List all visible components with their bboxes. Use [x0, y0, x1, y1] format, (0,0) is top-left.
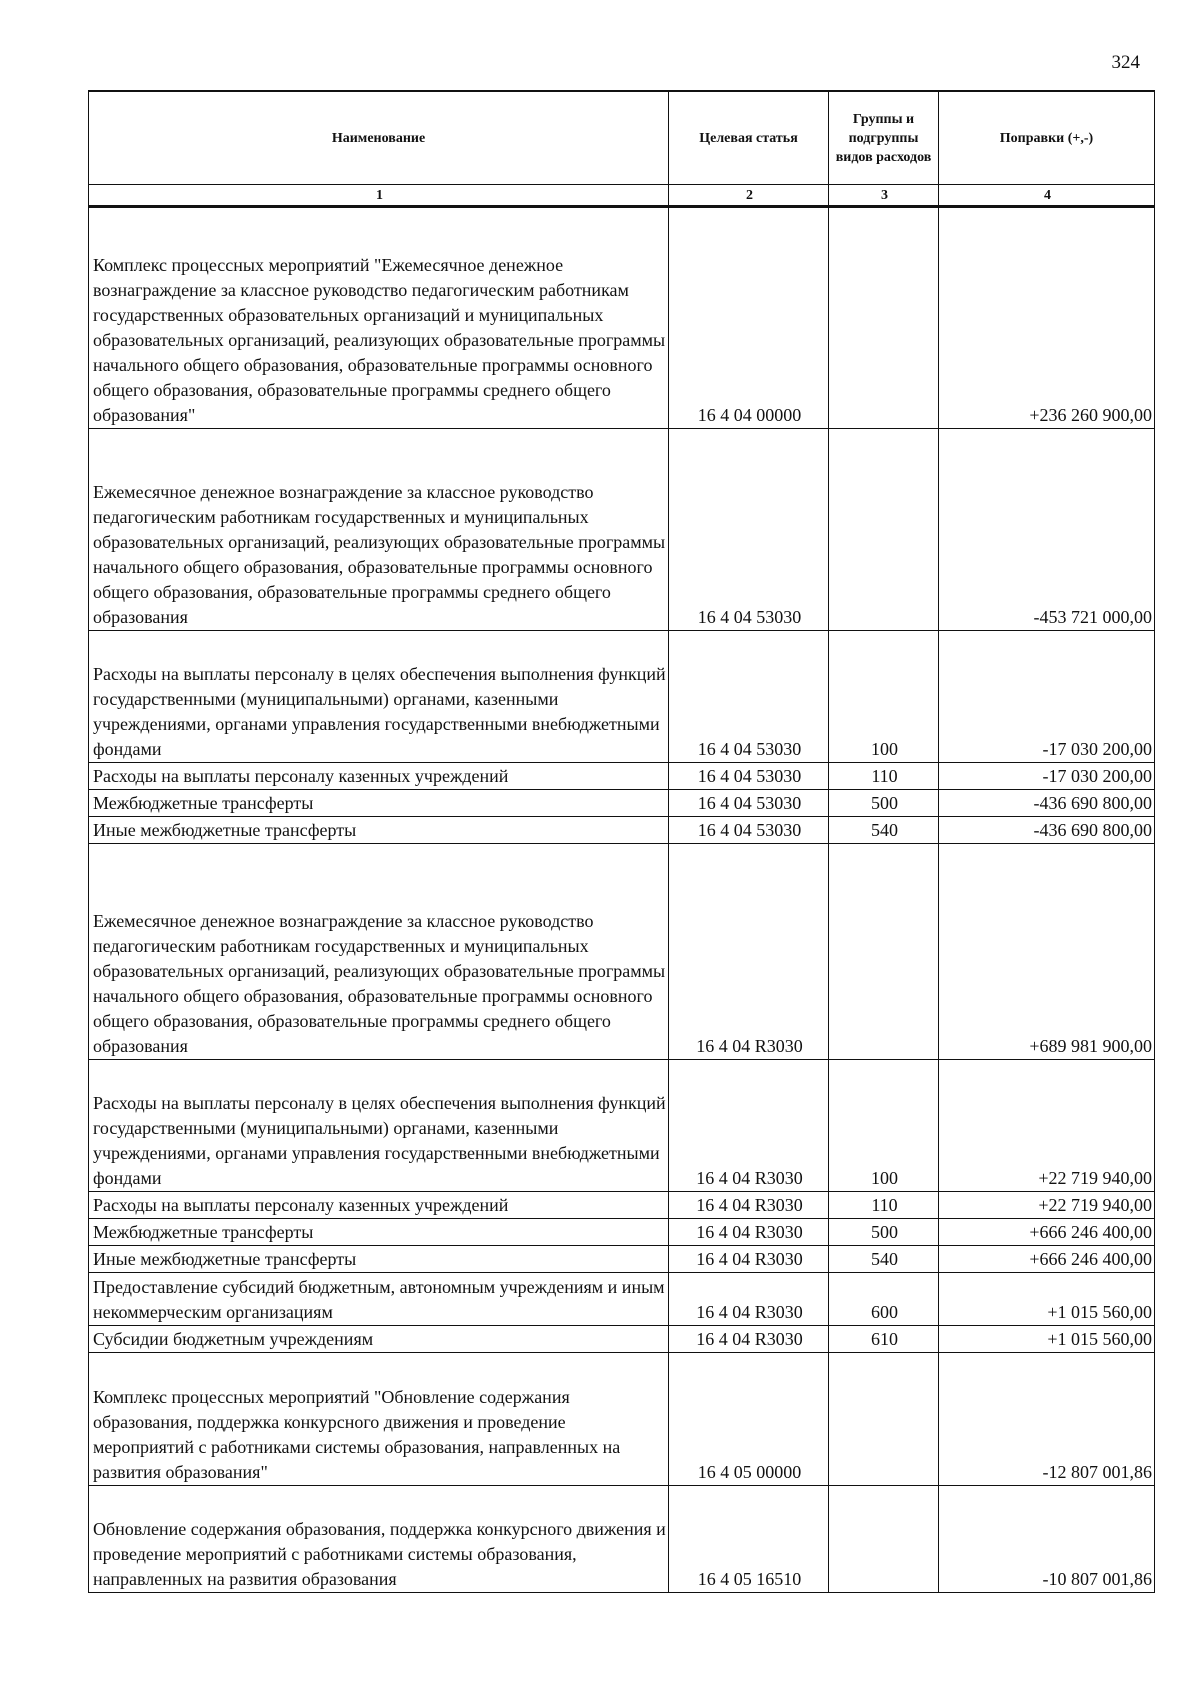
row-target-code: 16 4 04 R3030: [669, 1326, 829, 1353]
table-row: [89, 817, 1155, 844]
table-row: [89, 1353, 1155, 1486]
row-name: Комплекс процессных мероприятий "Обновление содержания образования, поддержка конкурсного движения и проведение мероприятий с работниками системы образования, направленных на развития образования": [89, 1353, 669, 1486]
table-row: [89, 844, 1155, 1060]
row-amount: +1 015 560,00: [939, 1326, 1155, 1353]
row-amount: +666 246 400,00: [939, 1219, 1155, 1246]
row-name: Расходы на выплаты персоналу казенных учреждений: [89, 1192, 669, 1219]
row-target-code: 16 4 04 53030: [669, 817, 829, 844]
row-name: Межбюджетные трансферты: [89, 790, 669, 817]
table-row: [89, 763, 1155, 790]
row-amount: +22 719 940,00: [939, 1192, 1155, 1219]
row-expense-group: 540: [829, 1246, 939, 1273]
header-name: Наименование: [89, 91, 669, 185]
budget-amendments-table: [88, 90, 1155, 1593]
row-name: Расходы на выплаты персоналу в целях обеспечения выполнения функций государственными (муниципальными) органами, казенными учреждениями, органами управления государственными внебюджетными фондами: [89, 631, 669, 763]
row-name: Ежемесячное денежное вознаграждение за классное руководство педагогическим работникам государственных и муниципальных образовательных организаций, реализующих образовательные программы начального общего образования, образовательные программы основного общего образования, образовательные программы среднего общего образования: [89, 429, 669, 631]
table-row: [89, 1060, 1155, 1192]
row-name: Расходы на выплаты персоналу в целях обеспечения выполнения функций государственными (муниципальными) органами, казенными учреждениями, органами управления государственными внебюджетными фондами: [89, 1060, 669, 1192]
row-amount: -436 690 800,00: [939, 790, 1155, 817]
column-number-row: [89, 185, 1155, 207]
row-amount: -10 807 001,86: [939, 1486, 1155, 1593]
table-row: [89, 1486, 1155, 1593]
row-expense-group: [829, 1353, 939, 1486]
row-amount: -17 030 200,00: [939, 763, 1155, 790]
row-amount: -17 030 200,00: [939, 631, 1155, 763]
row-expense-group: 500: [829, 1219, 939, 1246]
row-name: Комплекс процессных мероприятий "Ежемесячное денежное вознаграждение за классное руководство педагогическим работникам государственных образовательных организаций и муниципальных образовательных организаций, реализующих образовательные программы начального общего образования, образовательные программы основного общего образования, образовательные программы среднего общего образования": [89, 207, 669, 429]
row-amount: +666 246 400,00: [939, 1246, 1155, 1273]
row-amount: +22 719 940,00: [939, 1060, 1155, 1192]
row-target-code: 16 4 04 53030: [669, 631, 829, 763]
row-name: Субсидии бюджетным учреждениям: [89, 1326, 669, 1353]
row-name: Иные межбюджетные трансферты: [89, 1246, 669, 1273]
row-expense-group: 100: [829, 631, 939, 763]
row-expense-group: [829, 844, 939, 1060]
row-target-code: 16 4 04 53030: [669, 429, 829, 631]
header-amendments: Поправки (+,-): [939, 91, 1155, 185]
row-expense-group: 610: [829, 1326, 939, 1353]
row-amount: -453 721 000,00: [939, 429, 1155, 631]
table-row: [89, 1219, 1155, 1246]
row-name: Ежемесячное денежное вознаграждение за классное руководство педагогическим работникам государственных и муниципальных образовательных организаций, реализующих образовательные программы начального общего образования, образовательные программы основного общего образования, образовательные программы среднего общего образования: [89, 844, 669, 1060]
row-target-code: 16 4 05 00000: [669, 1353, 829, 1486]
row-name: Расходы на выплаты персоналу казенных учреждений: [89, 763, 669, 790]
row-target-code: 16 4 04 R3030: [669, 1192, 829, 1219]
table-row: [89, 207, 1155, 429]
row-amount: +1 015 560,00: [939, 1273, 1155, 1326]
row-target-code: 16 4 04 R3030: [669, 1219, 829, 1246]
column-number: 3: [829, 185, 939, 207]
table-row: [89, 1192, 1155, 1219]
row-expense-group: 100: [829, 1060, 939, 1192]
row-name: Обновление содержания образования, поддержка конкурсного движения и проведение мероприятий с работниками системы образования, направленных на развития образования: [89, 1486, 669, 1593]
header-expense-groups: Группы и подгруппы видов расходов: [829, 91, 939, 185]
column-number: 1: [89, 185, 669, 207]
row-target-code: 16 4 04 R3030: [669, 844, 829, 1060]
row-expense-group: 110: [829, 1192, 939, 1219]
row-expense-group: 600: [829, 1273, 939, 1326]
table-row: [89, 1273, 1155, 1326]
table-row: [89, 429, 1155, 631]
row-expense-group: [829, 1486, 939, 1593]
row-target-code: 16 4 04 R3030: [669, 1246, 829, 1273]
row-expense-group: 540: [829, 817, 939, 844]
column-number: 2: [669, 185, 829, 207]
row-target-code: 16 4 04 00000: [669, 207, 829, 429]
row-amount: -12 807 001,86: [939, 1353, 1155, 1486]
table-row: [89, 631, 1155, 763]
page-number: 324: [1111, 52, 1140, 73]
row-target-code: 16 4 04 53030: [669, 763, 829, 790]
table-header-row: [89, 91, 1155, 185]
row-expense-group: [829, 429, 939, 631]
row-target-code: 16 4 04 R3030: [669, 1273, 829, 1326]
row-target-code: 16 4 04 53030: [669, 790, 829, 817]
row-target-code: 16 4 05 16510: [669, 1486, 829, 1593]
row-expense-group: 500: [829, 790, 939, 817]
row-name: Межбюджетные трансферты: [89, 1219, 669, 1246]
header-target-article: Целевая статья: [669, 91, 829, 185]
row-amount: +236 260 900,00: [939, 207, 1155, 429]
row-target-code: 16 4 04 R3030: [669, 1060, 829, 1192]
table-row: [89, 1246, 1155, 1273]
row-name: Предоставление субсидий бюджетным, автономным учреждениям и иным некоммерческим организациям: [89, 1273, 669, 1326]
table-row: [89, 790, 1155, 817]
row-amount: -436 690 800,00: [939, 817, 1155, 844]
row-expense-group: [829, 207, 939, 429]
row-name: Иные межбюджетные трансферты: [89, 817, 669, 844]
row-expense-group: 110: [829, 763, 939, 790]
column-number: 4: [939, 185, 1155, 207]
table-row: [89, 1326, 1155, 1353]
row-amount: +689 981 900,00: [939, 844, 1155, 1060]
